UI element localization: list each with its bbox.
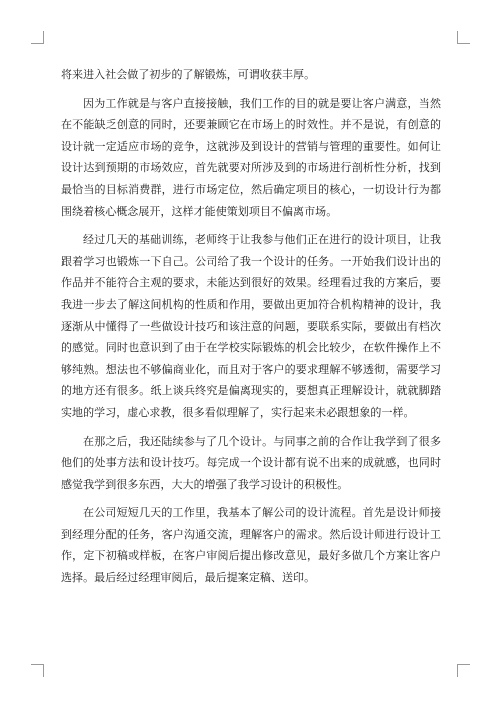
crop-mark-bottom-right — [457, 664, 470, 677]
crop-mark-bottom-left — [31, 664, 44, 677]
paragraph: 将来进入社会做了初步的了解锻炼，可谓收获丰厚。 — [61, 68, 316, 81]
paragraph: 因为工作就是与客户直接接触，我们工作的目的就是要让客户满意，当然在不能缺乏创意的同时，还要兼顾它在市场上的时效性。并不是说，有创意的设计就一定适应市场的竞争，这就涉及到设计的营销与管理的重要性。如何让设计达到预期的市场效应，首先就要对所涉及到的市场进行剖析性分析，找到最恰当的目标消费群，进行市场定位，然后确定项目的核心，一切设计行为都围绕着核心概念展开，这样才能使策划项目不偏离市场。 — [61, 96, 441, 218]
paragraph: 在公司短短几天的工作里，我基本了解公司的设计流程。首先是设计师接到经理分配的任务，客户沟通交流，理解客户的需求。然后设计师进行设计工作，定下初稿或样板，在客户审阅后提出修改意见，最好多做几个方案让客户选择。最后经过经理审阅后，最后提案定稿、送印。 — [61, 506, 441, 585]
crop-mark-top-left — [31, 31, 44, 44]
crop-mark-top-right — [457, 31, 470, 44]
paragraph: 在那之后，我还陆续参与了几个设计。与同事之前的合作让我学到了很多他们的处事方法和设计技巧。每完成一个设计都有说不出来的成就感，也同时感觉我学到很多东西，大大的增强了我学习设计的积极性。 — [61, 434, 441, 491]
document-body — [61, 64, 441, 596]
paragraph: 经过几天的基础训练，老师终于让我参与他们正在进行的设计项目，让我跟着学习也锻炼一下自己。公司给了我一个设计的任务。一开始我们设计出的作品并不能符合主观的要求，未能达到很好的效果。经理看过我的方案后，要我进一步去了解这间机构的性质和作用，要做出更加符合机构精神的设计，我逐渐从中懂得了一些做设计技巧和该注意的问题，要联系实际，要做出有档次的感觉。同时也意识到了由于在学校实际锻炼的机会比较少，在软件操作上不够纯熟。想法也不够偏商业化，而且对于客户的要求理解不够透彻，需要学习的地方还有很多。纸上谈兵终究是偏离现实的，要想真正理解设计，就就脚踏实地的学习，虚心求教，很多看似理解了，实行起来未必跟想象的一样。 — [61, 233, 441, 419]
